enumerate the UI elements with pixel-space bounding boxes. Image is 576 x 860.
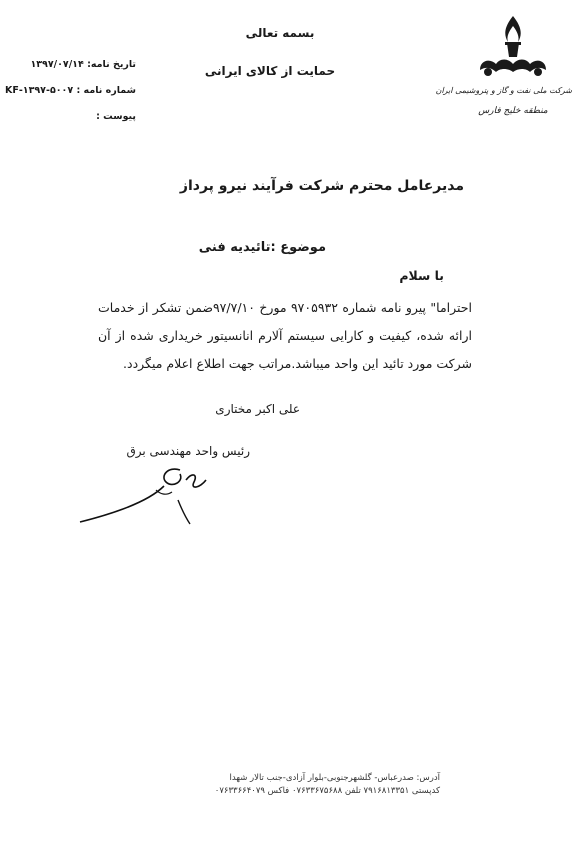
footer-contact (110, 772, 440, 798)
subject-line: موضوع :تائیدیه فنی (198, 240, 326, 255)
letter-date: تاریخ نامه: ۱۳۹۷/۰۷/۱۴ (30, 59, 136, 70)
greeting-text: با سلام (399, 268, 444, 283)
letter-meta (6, 52, 136, 130)
slogan-text: حمایت از کالای ایرانی (204, 64, 336, 78)
organization-name: شرکت ملی نفت و گاز و پتروشیمی ایران (435, 86, 572, 95)
letter-attachment: پیوست : (96, 111, 136, 122)
organization-region: منطقه خلیج فارس (478, 106, 548, 116)
footer-phone-fax: کدپستی ۷۹۱۶۸۱۳۳۵۱ تلفن ۰۷۶۳۳۶۷۵۶۸۸ فاکس ۰۷۶۳۳۶۶۴۰۷۹ (214, 786, 440, 796)
recipient-line: مدیرعامل محترم شرکت فرآیند نیرو پرداز (179, 178, 464, 194)
signer-name: علی اکبر مختاری (215, 402, 300, 416)
flame-emblem-icon (474, 12, 552, 84)
basmala-heading: بسمه تعالی (245, 26, 315, 40)
signer-title: رئیس واحد مهندسی برق (126, 444, 250, 458)
letter-body: احتراما" پیرو نامه شماره ۹۷۰۵۹۳۲ مورخ ۹۷/۷/۱۰ضمن تشکر از خدمات ارائه شده، کیفیت و کارایی سیستم آلارم انانسیتور خریداری شده از آن شرکت مورد تائید این واحد میباشد.مراتب جهت اطلاع اعلام میگردد. (98, 300, 472, 371)
organization-logo (435, 12, 572, 124)
letter-number: شماره نامه : ۵۰۰۷-۱۳۹۷-KF (4, 85, 136, 96)
footer-address: آدرس: صدرعباس- گلشهرجنوبی-بلوار آزادی-جنب تالار شهدا (229, 773, 440, 783)
